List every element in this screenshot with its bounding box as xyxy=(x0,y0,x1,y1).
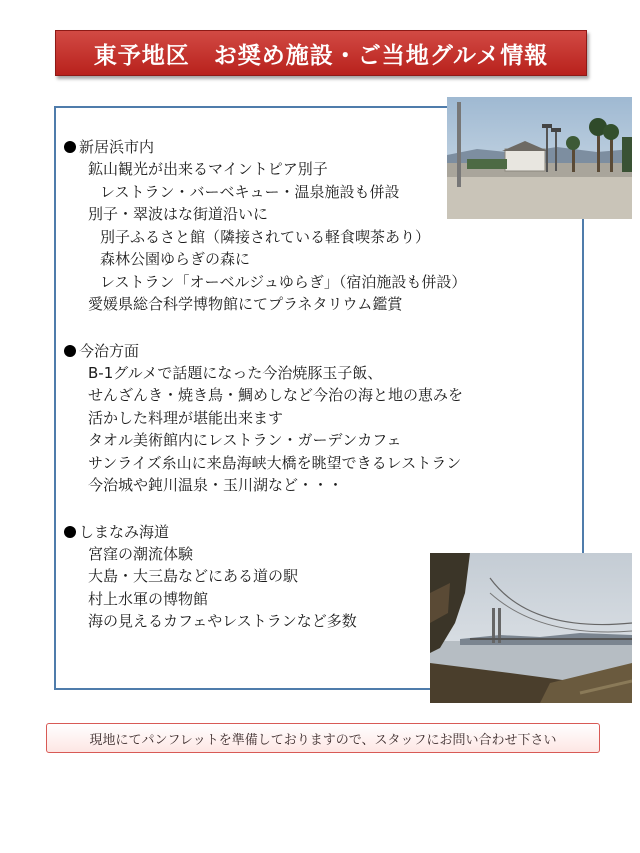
section-heading-text: 新居浜市内 xyxy=(79,138,155,156)
section-heading xyxy=(64,521,564,543)
list-item: サンライズ糸山に来島海峡大橋を眺望できるレストラン xyxy=(88,453,462,472)
list-item: 村上水軍の博物館 xyxy=(88,589,209,608)
list-item: 鉱山観光が出来るマイントピア別子 xyxy=(88,160,328,178)
footer-note xyxy=(46,723,600,753)
recommendations-list xyxy=(64,136,564,657)
list-item: 活かした料理が堪能出来ます xyxy=(88,408,284,427)
list-item: 今治城や鈍川温泉・玉川湖など・・・ xyxy=(88,476,344,494)
section-imabari xyxy=(64,340,564,497)
list-item: レストラン・バーベキュー・温泉施設も併設 xyxy=(100,182,400,201)
bullet-icon xyxy=(64,141,76,153)
bullet-icon xyxy=(64,345,76,357)
bullet-icon xyxy=(64,526,76,538)
list-item: 別子ふるさと館（隣接されている軽食喫茶あり） xyxy=(100,227,431,246)
list-item: 愛媛県総合科学博物館にてプラネタリウム鑑賞 xyxy=(88,295,403,313)
list-item: 大島・大三島などにある道の駅 xyxy=(88,567,299,585)
list-item: 森林公園ゆらぎの森に xyxy=(100,250,251,268)
page-title: 東予地区 お奨め施設・ご当地グルメ情報 xyxy=(93,42,549,69)
section-heading xyxy=(64,136,564,158)
list-item: レストラン「オーベルジュゆらぎ」（宿泊施設も併設） xyxy=(100,272,467,291)
footer-note-text: 現地にてパンフレットを準備しておりますので、スタッフにお問い合わせ下さい xyxy=(89,732,557,748)
list-item: せんざんき・焼き鳥・鯛めしなど今治の海と地の恵みを xyxy=(88,386,464,404)
section-heading xyxy=(64,340,564,362)
page-title-banner xyxy=(55,30,587,76)
section-niihama xyxy=(64,136,564,316)
list-item: 宮窪の潮流体験 xyxy=(88,544,194,563)
list-item: 海の見えるカフェやレストランなど多数 xyxy=(88,612,357,630)
list-item: B-1グルメで話題になった今治焼豚玉子飯、 xyxy=(88,363,383,382)
list-item: タオル美術館内にレストラン・ガーデンカフェ xyxy=(88,431,402,449)
list-item: 別子・翠波はな街道沿いに xyxy=(88,205,269,223)
section-shimanami xyxy=(64,521,564,633)
section-heading-text: 今治方面 xyxy=(79,341,140,360)
section-heading-text: しまなみ海道 xyxy=(79,522,170,541)
